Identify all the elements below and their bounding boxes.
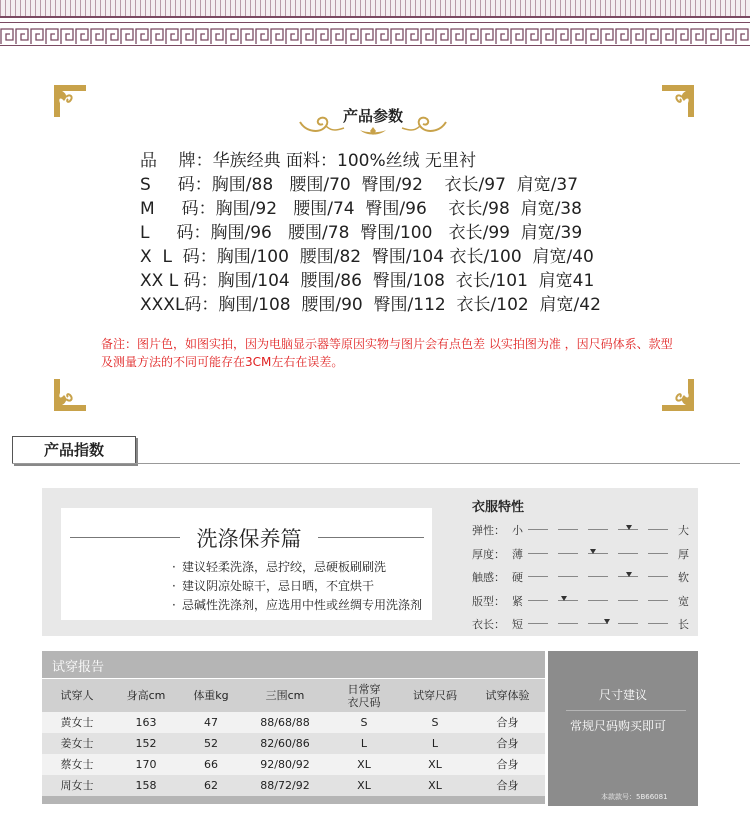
report-col-measure: 三围cm (265, 689, 305, 702)
corner-ornament-bottom-left (52, 377, 88, 413)
param-lines (140, 149, 700, 317)
top-border-rule (0, 16, 750, 18)
care-item: · 建议阴凉处晾干，忌日晒，不宜烘干 (172, 577, 422, 596)
feature-marker (561, 596, 567, 601)
size-note: 备注：图片色，如图实拍，因为电脑显示器等原因实物与图片会有点色差 以实拍图为准 ，因尺码体系、款型及测量方法的不同可能存在3CM左右在误差。 (101, 337, 673, 369)
bullet-icon: · (172, 579, 176, 593)
feature-row-fit: 版型： 紧 宽 (472, 595, 689, 608)
fret-pattern-border (0, 26, 750, 46)
param-line-s: S 码：胸围/88 腰围/70 臀围/92 衣长/97 肩宽/37 (140, 175, 579, 195)
corner-ornament-top-right (660, 83, 696, 119)
top-border-band (0, 0, 750, 16)
care-title-rule-left (70, 537, 180, 538)
feature-row-thickness: 厚度： 薄 厚 (472, 548, 689, 561)
table-row: 周女士 158 62 88/72/92 XL XL 合身 (42, 775, 545, 796)
report-col-usual-size: 日常穿 衣尺码 (347, 682, 381, 709)
feature-row-touch: 触感： 硬 软 (472, 571, 689, 584)
features-title: 衣服特性 (472, 500, 525, 515)
care-title: 洗涤保养篇 (196, 527, 302, 551)
bullet-icon: · (172, 598, 176, 612)
table-row: 姜女士 152 52 82/60/86 L L 合身 (42, 733, 545, 754)
report-col-experience: 试穿体验 (485, 689, 530, 702)
feature-scale (528, 600, 672, 601)
report-col-height: 身高cm (126, 689, 166, 702)
size-advice-divider (566, 710, 686, 711)
feature-scale (528, 529, 672, 530)
care-item: · 建议轻柔洗涤，忌拧绞，忌硬板刷刷洗 (172, 558, 422, 577)
corner-ornament-top-left (52, 83, 88, 119)
table-row: 蔡女士 170 66 92/80/92 XL XL 合身 (42, 754, 545, 775)
top-border-rule-thin (0, 22, 750, 23)
report-footer-bar (42, 796, 545, 804)
corner-ornament-bottom-right (660, 377, 696, 413)
size-advice-text: 常规尺码购买即可 (570, 719, 667, 733)
product-index-tab: 产品指数 (12, 436, 136, 464)
care-item: · 忌碱性洗涤剂，应选用中性或丝绸专用洗涤剂 (172, 596, 422, 615)
index-divider (12, 463, 740, 464)
size-advice-title: 尺寸建议 (598, 688, 647, 702)
report-col-try-size: 试穿尺码 (413, 689, 457, 702)
param-title: 产品参数 (342, 107, 403, 125)
report-col-weight: 体重kg (193, 689, 229, 702)
param-line-brand: 品 牌：华族经典 面料：100%丝绒 无里衬 (140, 151, 477, 171)
table-row: 黄女士 163 47 88/68/88 S S 合身 (42, 712, 545, 733)
feature-marker (604, 619, 610, 624)
report-col-person: 试穿人 (60, 689, 94, 702)
report-header-bar (42, 651, 545, 678)
product-code: 本款款号：5B66081 (601, 793, 668, 801)
care-list (172, 558, 422, 615)
feature-marker (590, 549, 596, 554)
feature-row-elasticity: 弹性： 小 大 (472, 524, 689, 537)
param-line-l: L 码：胸围/96 腰围/78 臀围/100 衣长/99 肩宽/39 (140, 223, 583, 243)
feature-marker (626, 572, 632, 577)
feature-scale (528, 576, 672, 577)
param-line-xxl: XX L 码：胸围/104 腰围/86 臀围/108 衣长/101 肩宽41 (140, 271, 595, 291)
feature-scale (528, 553, 672, 554)
param-line-m: M 码：胸围/92 腰围/74 臀围/96 衣长/98 肩宽/38 (140, 199, 582, 219)
feature-scale (528, 623, 672, 624)
param-line-xl: X L 码：胸围/100 腰围/82 臀围/104 衣长/100 肩宽/40 (140, 247, 594, 267)
param-line-xxxl: XXXL码：胸围/108 腰围/90 臀围/112 衣长/102 肩宽/42 (140, 295, 601, 315)
bullet-icon: · (172, 560, 176, 574)
feature-marker (626, 525, 632, 530)
care-title-rule-right (318, 537, 424, 538)
report-title: 试穿报告 (52, 660, 105, 675)
feature-row-length: 衣长： 短 长 (472, 618, 689, 631)
